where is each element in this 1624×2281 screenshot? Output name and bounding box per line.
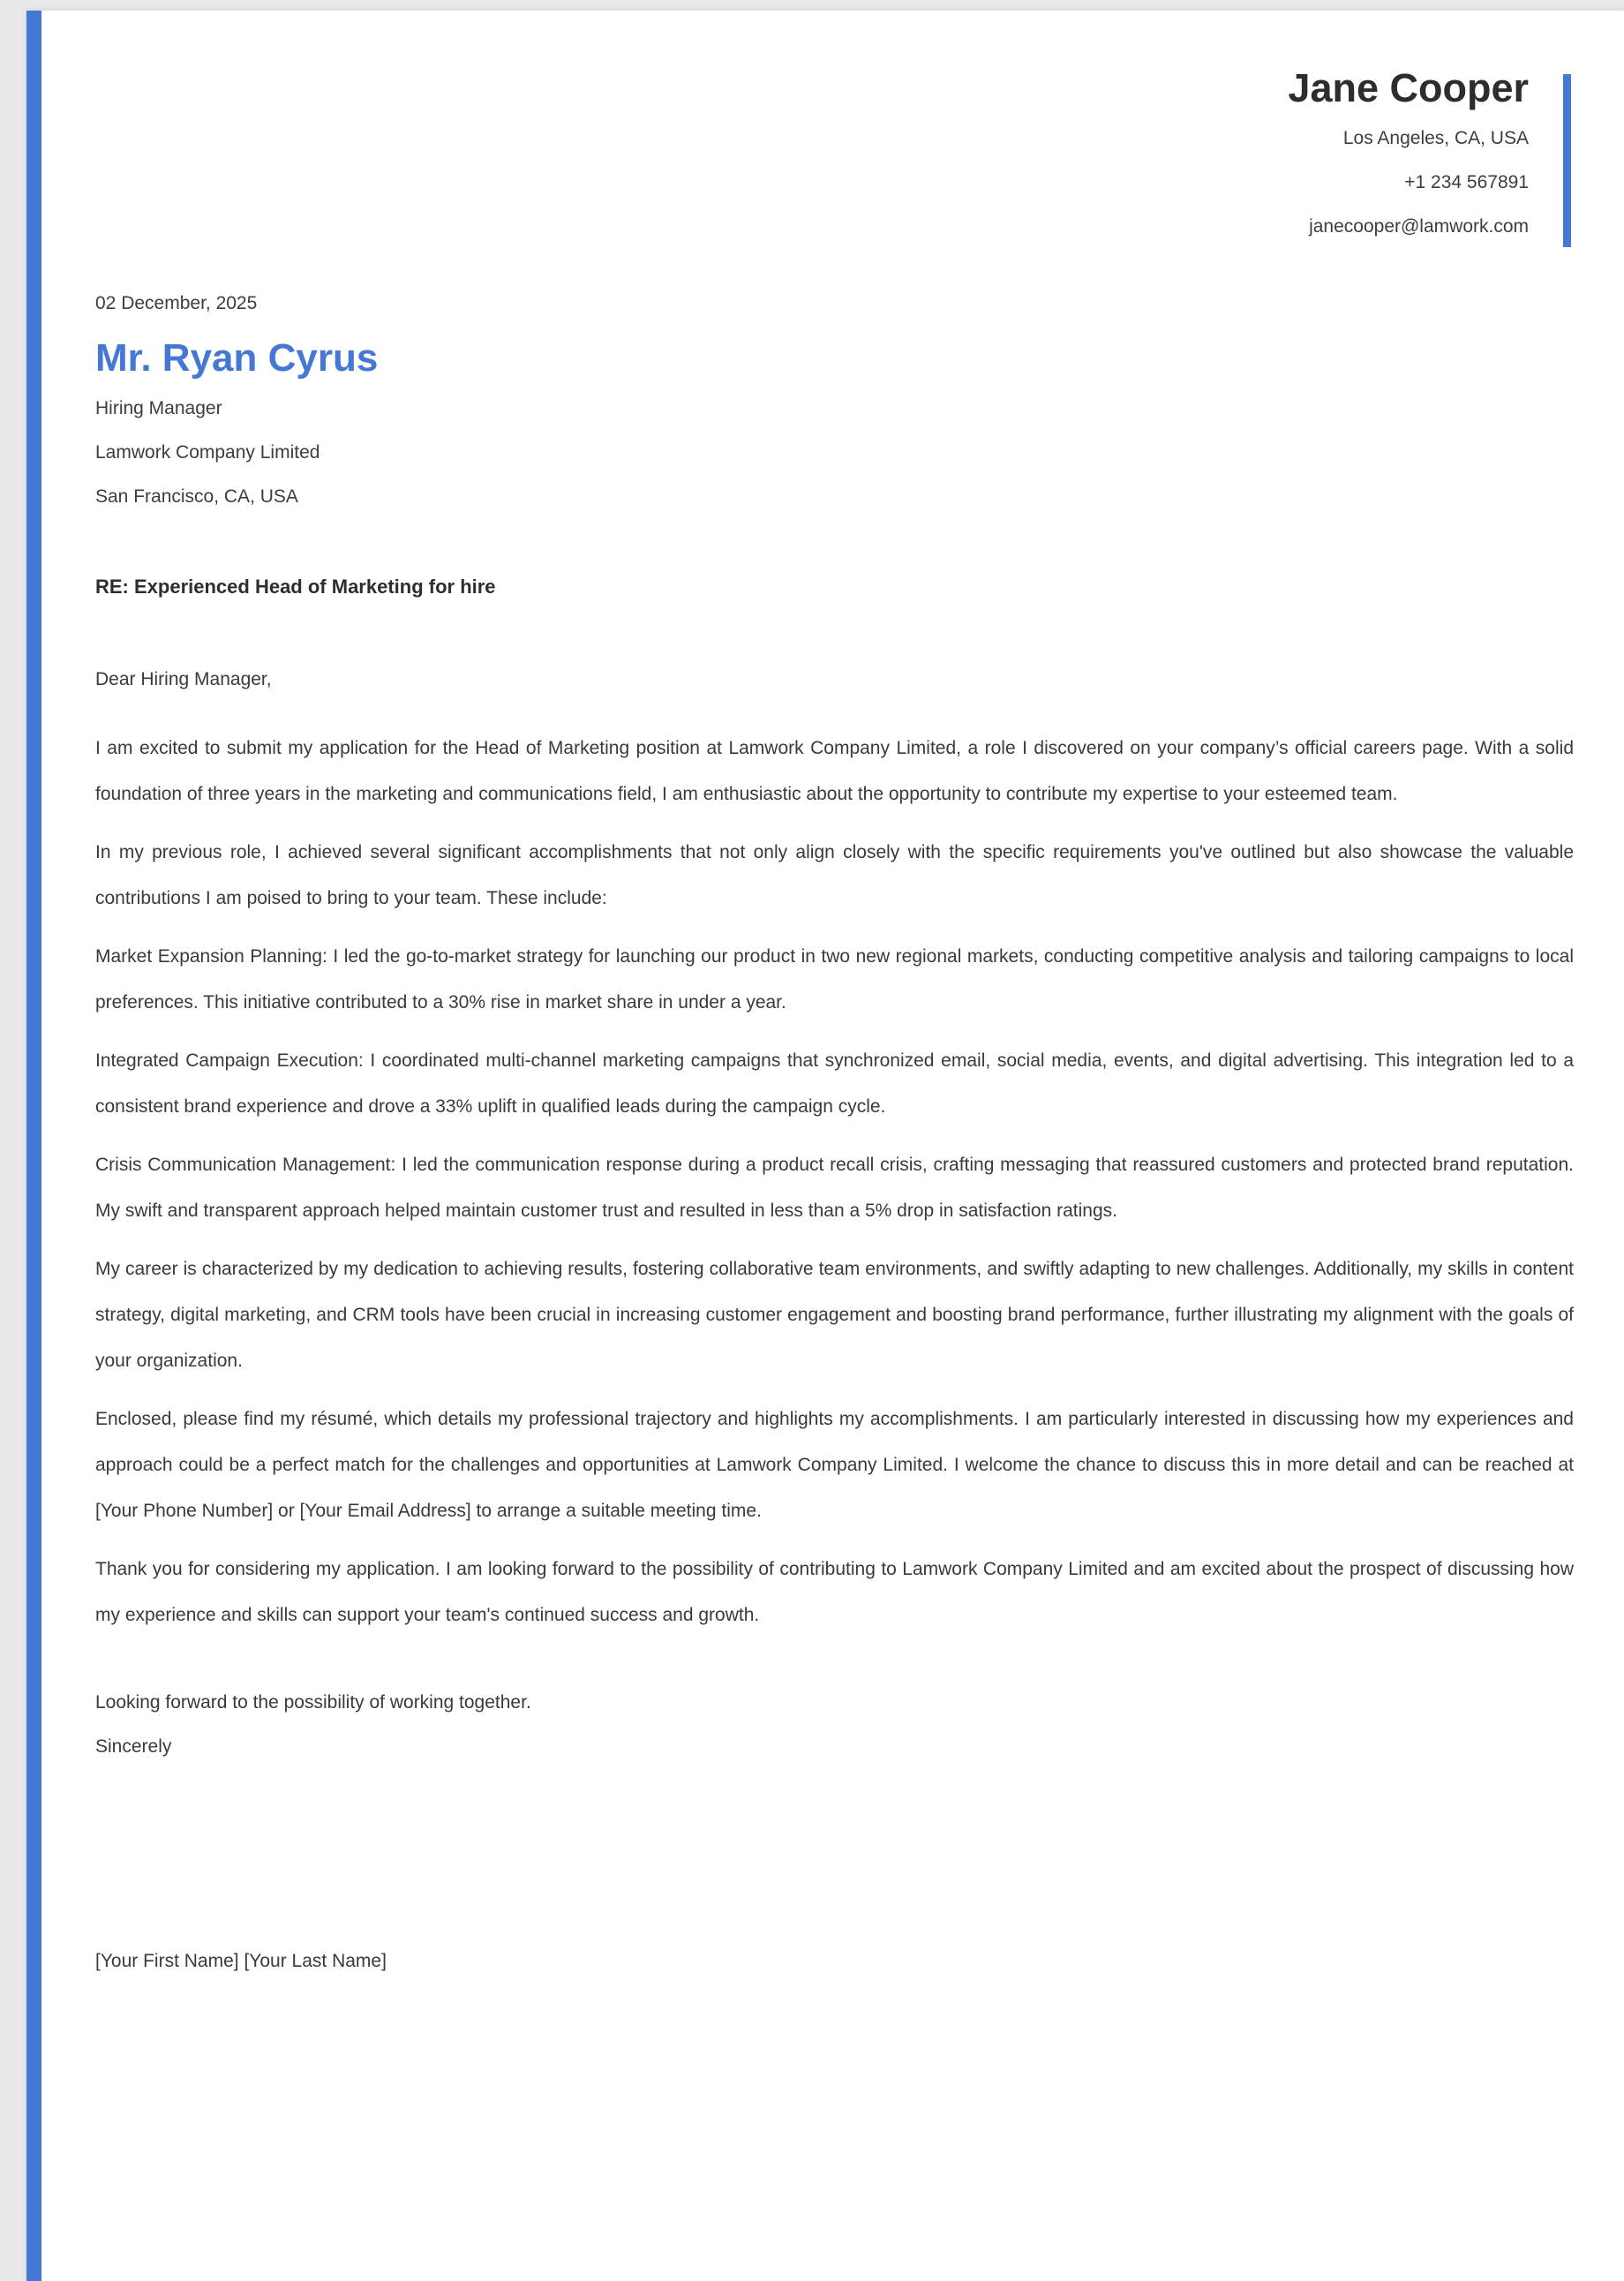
recipient-company: Lamwork Company Limited: [95, 442, 320, 463]
recipient-details: [95, 387, 1574, 519]
recipient-location: San Francisco, CA, USA: [95, 486, 298, 508]
letter-paragraph: In my previous role, I achieved several significant accomplishments that not only align closely with the specific requirements you've outlined but also showcase the valuable contributions I am poised to bring to your team. These include:: [95, 842, 1574, 909]
letter-date: 02 December, 2025: [95, 292, 258, 313]
sender-header: [26, 11, 1624, 249]
letter-paragraph: Integrated Campaign Execution: I coordinated multi-channel marketing campaigns that synchronized email, social media, events, and digital advertising. This integration led to a consistent brand experience and drove a 33% uplift in qualified leads during the campaign cycle.: [95, 1050, 1574, 1118]
letter-paragraph: Market Expansion Planning: I led the go-to-market strategy for launching our product in two new regional markets, conducting competitive analysis and tailoring campaigns to local preferences. This initiative contributed to a 30% rise in market share in under a year.: [95, 946, 1574, 1013]
letter-paragraph: Enclosed, please find my résumé, which details my professional trajectory and highlights my accomplishments. I am particularly interested in discussing how my experiences and approach could be a perfect match for the challenges and opportunities at Lamwork Company Limited. I welcome the chance to discuss this in more detail and can be reached at [Your Phone Number] or [Your Email Address] to arrange a suitable meeting time.: [95, 1409, 1574, 1522]
salutation: Dear Hiring Manager,: [95, 669, 272, 690]
cover-letter-page: [26, 11, 1624, 2281]
sender-name: Jane Cooper: [1288, 65, 1529, 110]
sender-location: Los Angeles, CA, USA: [1342, 127, 1529, 148]
signoff: Sincerely: [95, 1736, 172, 1758]
header-accent-bar: [1563, 74, 1571, 247]
letter-paragraph: Thank you for considering my application. I am looking forward to the possibility of contributing to Lamwork Company Limited and am excited about the prospect of discussing how my experience and skills can support your team's continued success and growth.: [95, 1559, 1574, 1626]
signature-placeholder: [Your First Name] [Your Last Name]: [95, 1951, 387, 1972]
left-accent-bar: [26, 11, 41, 2281]
closing-block: [95, 1681, 1574, 1769]
subject-line: RE: Experienced Head of Marketing for hire: [95, 576, 496, 598]
recipient-name: Mr. Ryan Cyrus: [95, 335, 379, 380]
recipient-title: Hiring Manager: [95, 398, 222, 419]
closing-line: Looking forward to the possibility of working together.: [95, 1692, 531, 1713]
letter-paragraph: I am excited to submit my application for the Head of Marketing position at Lamwork Company Limited, a role I discovered on your company’s official careers page. With a solid foundation of three years in the marketing and communications field, I am enthusiastic about the opportunity to contribute my expertise to your esteemed team.: [95, 738, 1574, 805]
letter-content: [26, 293, 1624, 1972]
letter-body: [95, 726, 1574, 1638]
letter-paragraph: Crisis Communication Management: I led the communication response during a product recall crisis, crafting messaging that reassured customers and protected brand reputation. My swift and transparent approach helped maintain customer trust and resulted in less than a 5% drop in satisfaction ratings.: [95, 1155, 1574, 1222]
letter-paragraph: My career is characterized by my dedication to achieving results, fostering collaborative team environments, and swiftly adapting to new challenges. Additionally, my skills in content strategy, digital marketing, and CRM tools have been crucial in increasing customer engagement and boosting brand performance, further illustrating my alignment with the goals of your organization.: [95, 1259, 1574, 1372]
sender-phone: +1 234 567891: [1404, 171, 1529, 192]
sender-email: janecooper@lamwork.com: [1309, 215, 1529, 237]
